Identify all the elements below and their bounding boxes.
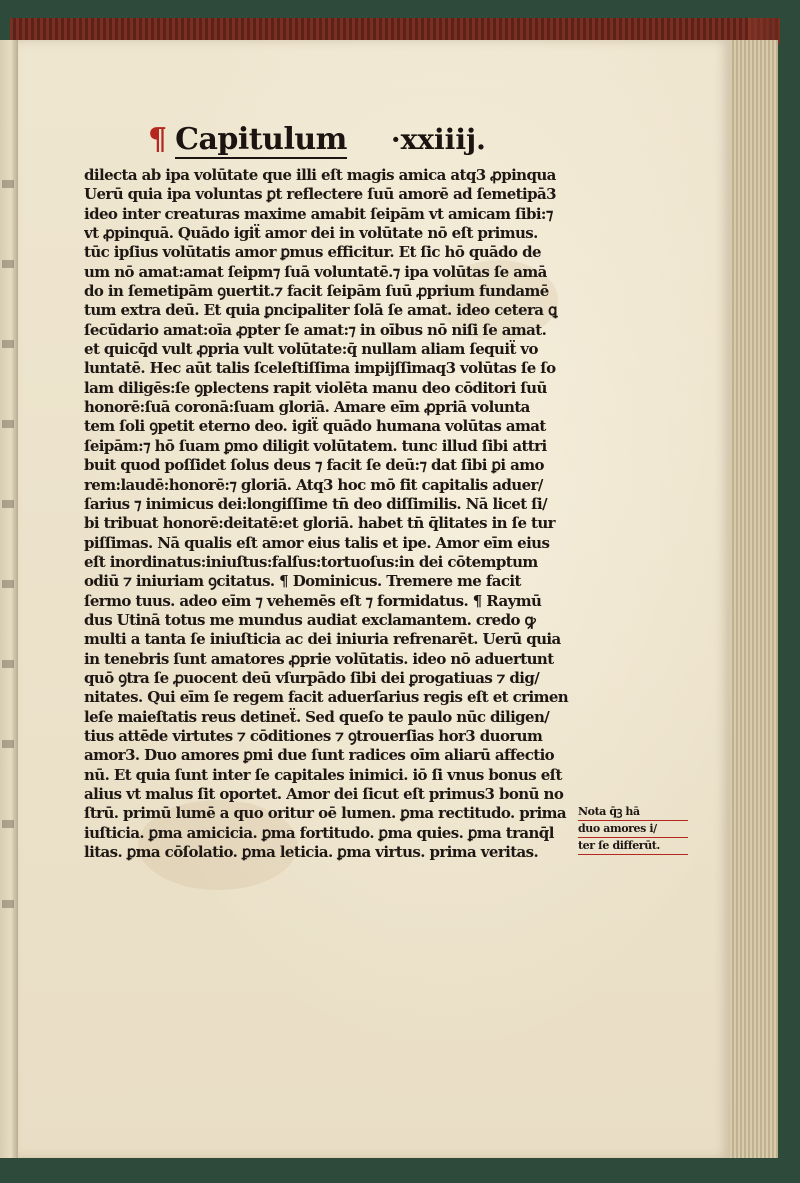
text-line: bi tribuat honorē:deitatē:et gloriā. habet tn̄ q̄litates in ſe tur — [84, 514, 555, 533]
margin-note — [578, 804, 688, 855]
text-line: iuſticia. ꝑma amicicia. ꝑma fortitudo. ꝑma quies. ꝑma tranq̄l — [84, 823, 554, 842]
text-line: tum extra deū. Et quia ꝑncipaliter ſolā ſe amat. ideo cetera ꝗ — [84, 301, 557, 320]
text-line: odiū ⁊ iniuriam ꝯcitatus. ¶ Dominicus. Tremere me facit — [84, 572, 521, 591]
body-text — [84, 166, 584, 862]
left-page-edge — [0, 40, 18, 1158]
ink-bleed — [2, 180, 14, 188]
text-line: do in ſemetipām ꝯuertit.⁊ facit ſeipām ſuū ꝓprium fundamē — [84, 282, 549, 301]
ink-bleed — [2, 580, 14, 588]
text-line: buit quod poſſidet ſolus deus ⁊ facit ſe deū:⁊ dat ſibi ꝑi amo — [84, 456, 544, 475]
text-line: multi a tanta ſe iniuſticia ac dei iniuria refrenarēt. Uerū quia — [84, 630, 561, 649]
ink-bleed — [2, 340, 14, 348]
ink-bleed — [2, 420, 14, 428]
text-line: leſe maieſtatis reus detineẗ. Sed queſo te paulo nūc diligen/ — [84, 707, 550, 726]
chapter-heading — [148, 122, 486, 162]
text-line: ſarius ⁊ inimicus dei:longiſſime tn̄ deo diſſimilis. Nā licet ſi/ — [84, 494, 547, 513]
text-line: ideo inter creaturas maxime amabit ſeipām vt amicam ſibi:⁊ — [84, 204, 553, 223]
text-line: quō ꝯtra ſe ꝓuocent deū vſurpādo ſibi dei ꝑrogatiuas ⁊ dig/ — [84, 668, 540, 687]
text-line: ſecūdario amat:oīa ꝓpter ſe amat:⁊ in oībus nō niſi ſe amat. — [84, 320, 547, 339]
rubric-pilcrow: ¶ — [148, 122, 168, 157]
text-line: rem:laudē:honorē:⁊ gloriā. Atq3 hoc mō fit capitalis aduer/ — [84, 475, 543, 494]
text-line: nū. Et quia ſunt inter ſe capitales inimici. iō ſi vnus bonus eſt — [84, 765, 562, 784]
margin-note-line: duo amores i/ — [578, 821, 688, 838]
text-line: amor3. Duo amores ꝑmi due ſunt radices oīm aliarū affectio — [84, 746, 555, 765]
chapter-number: ·xxiiij. — [390, 123, 486, 156]
text-line: Uerū quia ipa voluntas ꝑt reflectere ſuū amorē ad ſemetipā3 — [84, 185, 556, 204]
text-line: um nō amat:amat ſeipm⁊ ſuā voluntatē.⁊ ipa volūtas ſe amā — [84, 262, 547, 281]
text-line: luntatē. Hec aūt talis ſceleſtiſſima impijſſimaq3 volūtas ſe ſo — [84, 359, 556, 378]
text-line: lam diligēs:ſe ꝯplectens rapit violēta manu deo cōditori ſuū — [84, 378, 547, 397]
text-line: eſt inordinatus:iniuſtus:falſus:tortuoſus:in dei cōtemptum — [84, 552, 538, 571]
text-line: ſtrū. primū lumē a quo oritur oē lumen. ꝑma rectitudo. prima — [84, 804, 566, 823]
ink-bleed — [2, 260, 14, 268]
margin-note-line: Nota q̄ꝫ hā — [578, 804, 688, 821]
text-line: tem ſoli ꝯpetit eterno deo. igiẗ quādo humana volūtas amat — [84, 417, 546, 436]
ink-bleed — [2, 660, 14, 668]
text-line: dilecta ab ipa volūtate que illi eſt magis amica atq3 ꝓpinqua — [84, 166, 556, 184]
text-line: ſermo tuus. adeo eīm ⁊ vehemēs eſt ⁊ formidatus. ¶ Raymū — [84, 591, 542, 610]
ink-bleed — [2, 900, 14, 908]
text-line: dus Utinā totus me mundus audiat exclamantem. credo ꝙ — [84, 610, 536, 629]
text-line: vt ꝓpinquā. Quādo igiẗ amor dei in volūtate nō eſt primus. — [84, 224, 538, 243]
text-line: tūc ipſius volūtatis amor ꝑmus efficitur. Et ſic hō quādo de — [84, 243, 541, 262]
ink-bleed — [2, 500, 14, 508]
text-line: tius attēde virtutes ⁊ cōditiones ⁊ ꝯtrouerſias hor3 duorum — [84, 726, 543, 745]
ink-bleed — [2, 820, 14, 828]
text-line: et quicq̄d vult ꝓpria vult volūtate:q̄ nullam aliam ſequiẗ vo — [84, 340, 538, 359]
margin-note-line: ter ſe differūt. — [578, 838, 688, 855]
ink-bleed — [2, 740, 14, 748]
text-line: ſeipām:⁊ hō ſuam ꝑmo diligit volūtatem. tunc illud ſibi attri — [84, 436, 547, 455]
text-line: piſſimas. Nā qualis eſt amor eius talis et ipe. Amor eīm eius — [84, 533, 550, 552]
chapter-title: Capitulum — [175, 122, 347, 157]
text-line: nitates. Qui eīm ſe regem facit aduerſarius regis eſt et crimen — [84, 688, 569, 707]
text-line: litas. ꝑma cōſolatio. ꝑma leticia. ꝑma virtus. prima veritas. — [84, 843, 539, 862]
text-line: in tenebris ſunt amatores ꝓprie volūtatis. ideo nō aduertunt — [84, 649, 554, 668]
text-line: alius vt malus ſit oportet. Amor dei ſicut eſt primus3 bonū no — [84, 785, 564, 803]
page-edges — [730, 40, 778, 1158]
text-line: honorē:ſuā coronā:ſuam gloriā. Amare eīm ꝓpriā volunta — [84, 398, 530, 417]
